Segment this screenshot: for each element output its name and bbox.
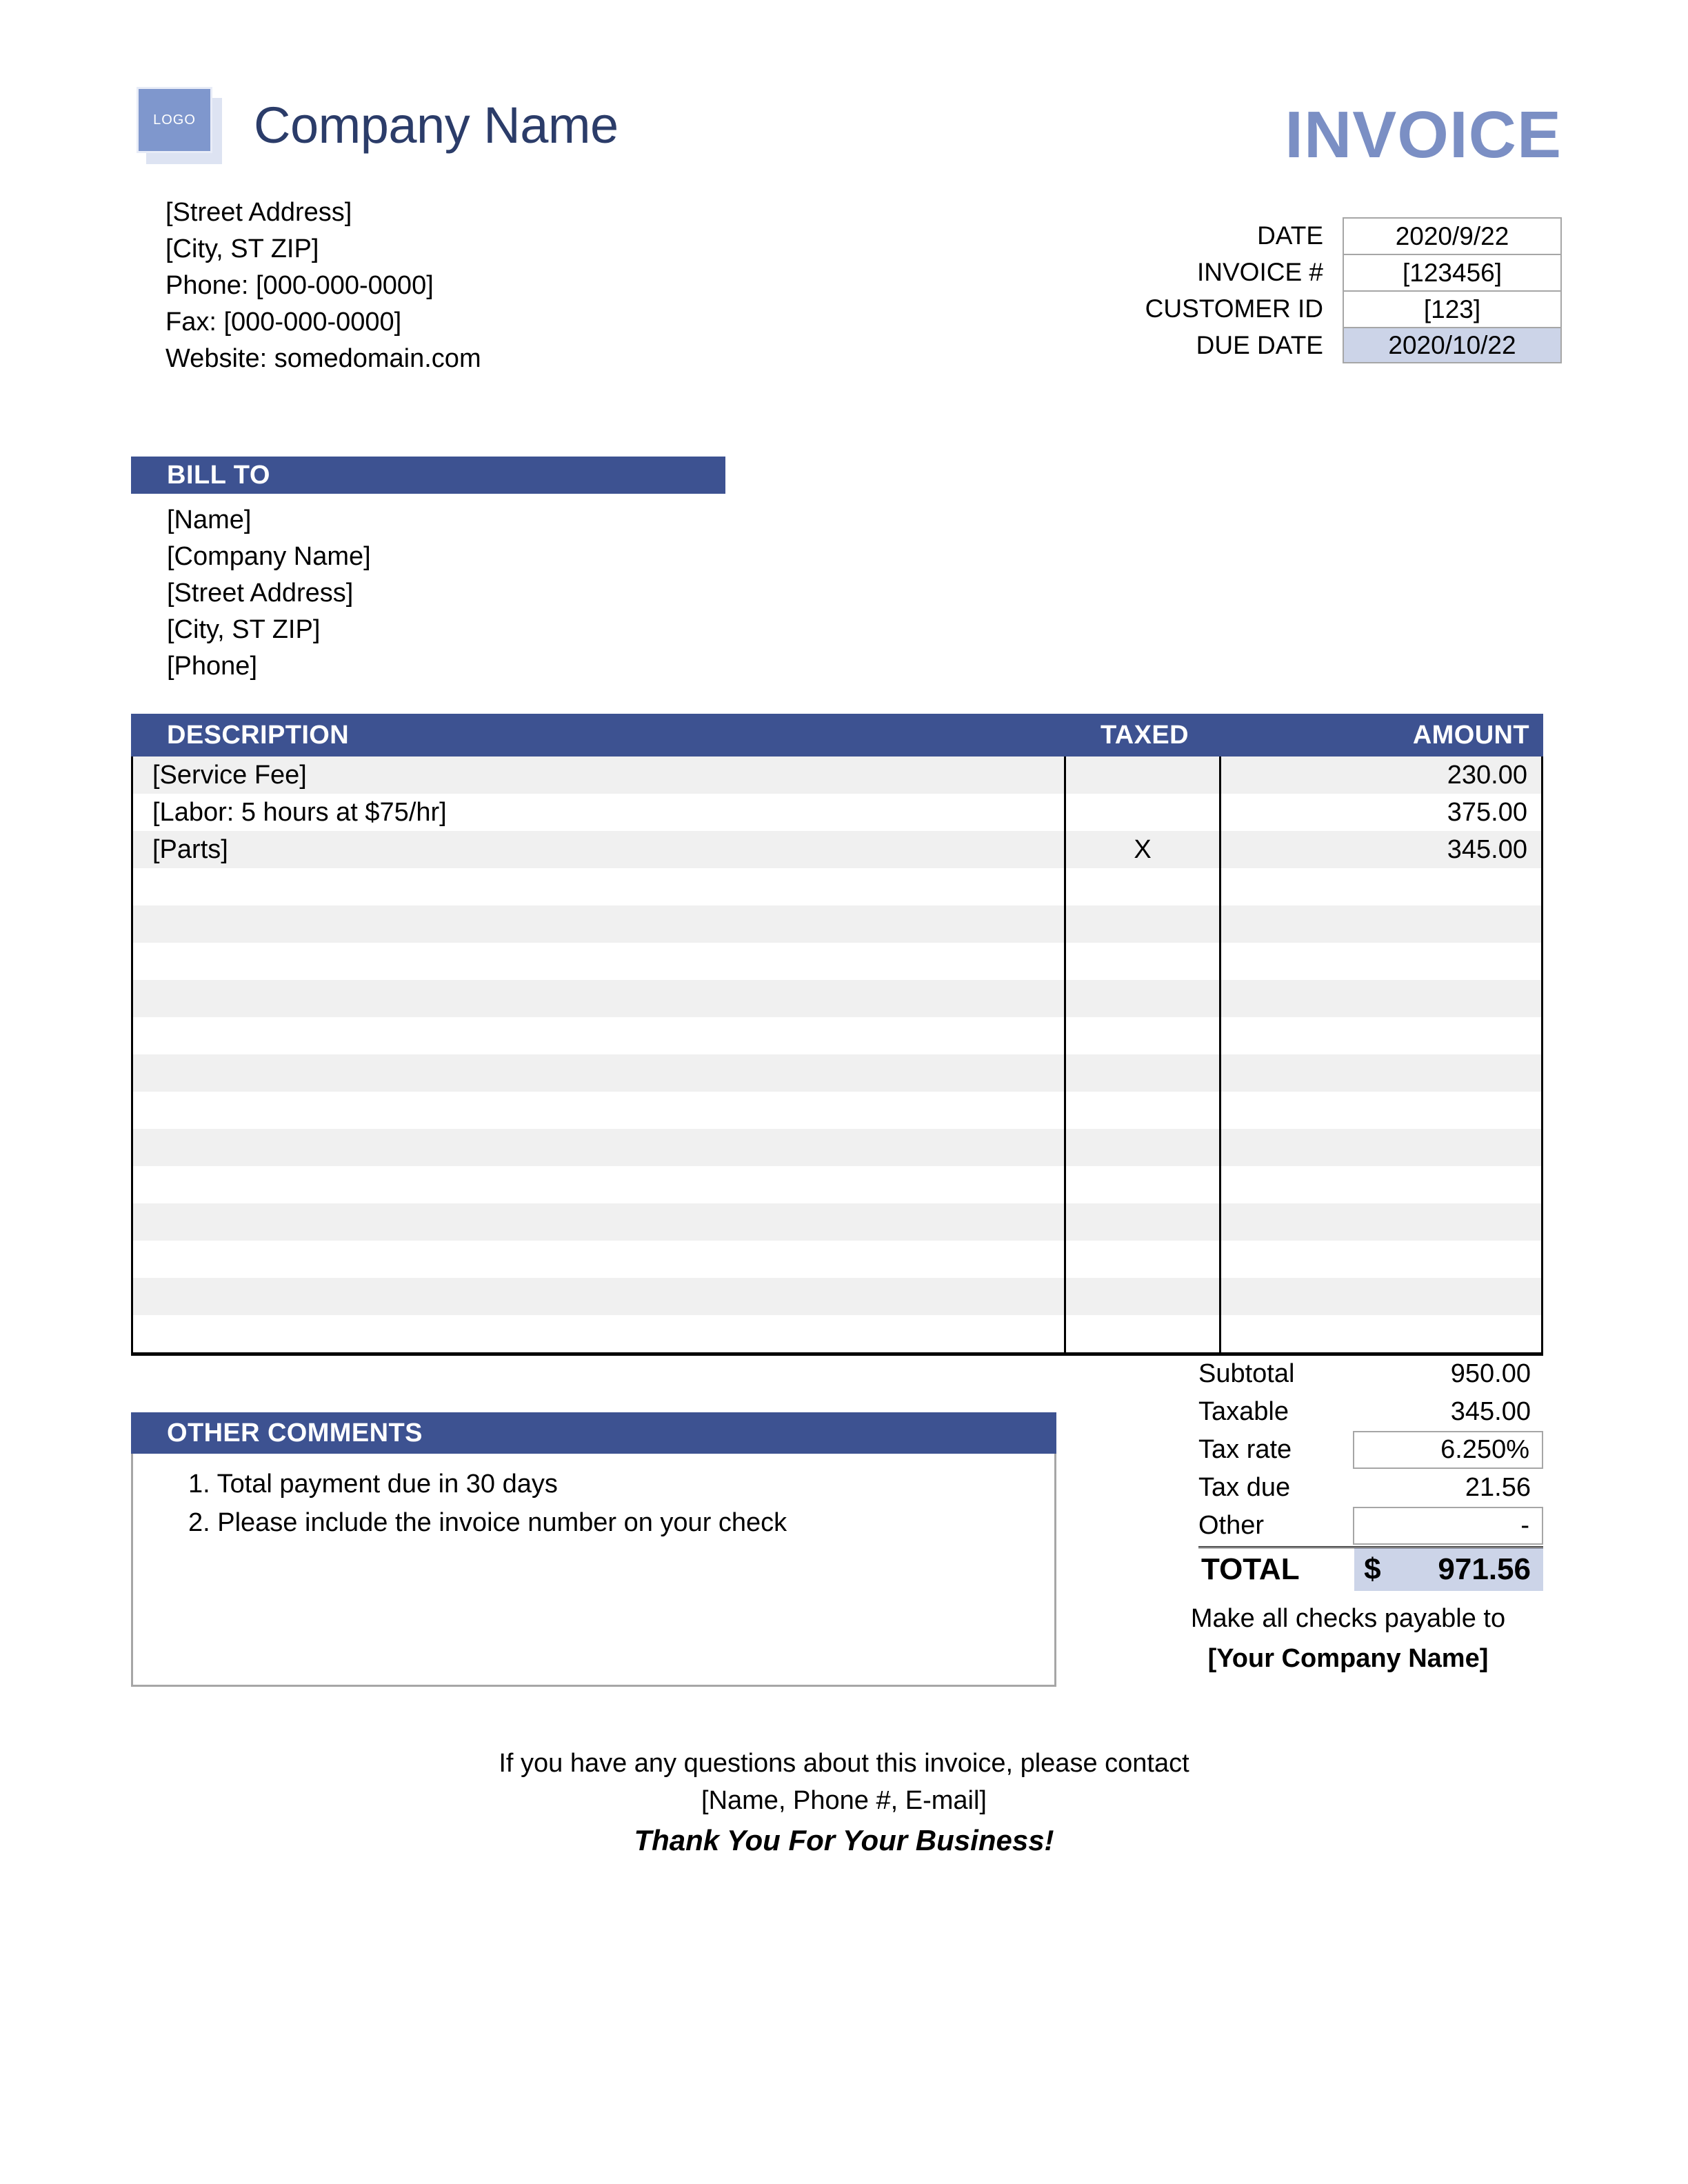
cell-amount: 230.00 bbox=[1447, 760, 1527, 790]
totals-label-tax-due: Tax due bbox=[1198, 1473, 1291, 1502]
cell-amount bbox=[1221, 905, 1541, 943]
table-row[interactable] bbox=[133, 980, 1541, 1017]
table-row[interactable] bbox=[133, 1315, 1541, 1352]
cell-amount bbox=[1221, 1241, 1541, 1278]
payable-block bbox=[1138, 1599, 1558, 1679]
company-city-state-zip: [City, ST ZIP] bbox=[165, 234, 319, 263]
bill-to-city-state-zip: [City, ST ZIP] bbox=[167, 615, 321, 644]
meta-row-customer-id bbox=[1096, 290, 1562, 327]
footer-contact-prompt: If you have any questions about this invoice, please contact bbox=[499, 1749, 1189, 1778]
logo-label: LOGO bbox=[153, 112, 196, 128]
meta-label-due-date: DUE DATE bbox=[1196, 330, 1323, 359]
cell-amount bbox=[1221, 1129, 1541, 1166]
meta-row-date bbox=[1096, 217, 1562, 254]
payable-instruction: Make all checks payable to bbox=[1190, 1604, 1506, 1633]
company-fax: Fax: [000-000-0000] bbox=[165, 308, 402, 337]
brand-row bbox=[131, 83, 619, 168]
bill-to-street: [Street Address] bbox=[167, 579, 354, 608]
cell-amount bbox=[1221, 1278, 1541, 1315]
cell-amount bbox=[1221, 1017, 1541, 1054]
totals-value-taxable: 345.00 bbox=[1450, 1397, 1531, 1426]
meta-label-invoice-number: INVOICE # bbox=[1197, 257, 1323, 286]
totals-value-subtotal: 950.00 bbox=[1450, 1359, 1531, 1388]
footer-thank-you: Thank You For Your Business! bbox=[634, 1824, 1054, 1856]
invoice-title: INVOICE bbox=[1285, 98, 1562, 172]
company-contact-block bbox=[165, 194, 481, 377]
cell-taxed bbox=[1066, 943, 1221, 980]
totals-currency-symbol: $ bbox=[1364, 1552, 1381, 1586]
table-row[interactable] bbox=[133, 1203, 1541, 1241]
cell-amount bbox=[1221, 943, 1541, 980]
other-comments-header: OTHER COMMENTS bbox=[131, 1412, 1056, 1454]
meta-row-due-date bbox=[1096, 327, 1562, 363]
meta-label-customer-id: CUSTOMER ID bbox=[1145, 294, 1323, 323]
cell-description bbox=[133, 1092, 1066, 1129]
totals-row-taxable bbox=[1198, 1393, 1543, 1431]
table-row[interactable] bbox=[133, 1054, 1541, 1092]
totals-value-tax-due: 21.56 bbox=[1465, 1473, 1531, 1502]
cell-taxed bbox=[1066, 757, 1221, 794]
cell-taxed bbox=[1066, 794, 1221, 831]
meta-value-invoice-number[interactable]: [123456] bbox=[1343, 254, 1562, 290]
cell-taxed bbox=[1066, 1203, 1221, 1241]
bill-to-name: [Name] bbox=[167, 505, 252, 534]
cell-description: [Parts] bbox=[133, 831, 1066, 868]
column-header-taxed: TAXED bbox=[1101, 720, 1189, 750]
table-row[interactable] bbox=[133, 905, 1541, 943]
table-row[interactable] bbox=[133, 943, 1541, 980]
cell-taxed bbox=[1066, 1241, 1221, 1278]
cell-description bbox=[133, 1054, 1066, 1092]
totals-row-other bbox=[1198, 1507, 1543, 1545]
cell-taxed bbox=[1066, 1129, 1221, 1166]
table-row[interactable] bbox=[133, 1017, 1541, 1054]
cell-taxed bbox=[1066, 905, 1221, 943]
totals-row-grand-total bbox=[1198, 1546, 1543, 1591]
table-row[interactable] bbox=[133, 757, 1541, 794]
cell-amount bbox=[1221, 1092, 1541, 1129]
cell-amount: 345.00 bbox=[1447, 834, 1527, 864]
invoice-footer bbox=[0, 1745, 1688, 1861]
meta-label-date: DATE bbox=[1257, 221, 1323, 250]
totals-value-grand-total: 971.56 bbox=[1438, 1552, 1531, 1586]
cell-taxed bbox=[1066, 1315, 1221, 1352]
cell-description bbox=[133, 905, 1066, 943]
company-name: Company Name bbox=[254, 97, 619, 154]
bill-to-block bbox=[167, 502, 371, 685]
meta-value-customer-id[interactable]: [123] bbox=[1343, 290, 1562, 327]
invoice-meta-table bbox=[1096, 217, 1562, 363]
invoice-header bbox=[131, 83, 1562, 372]
totals-input-tax-rate[interactable]: 6.250% bbox=[1353, 1431, 1543, 1469]
table-row[interactable] bbox=[133, 1241, 1541, 1278]
totals-grand-amount-cell bbox=[1354, 1548, 1543, 1591]
cell-description bbox=[133, 1278, 1066, 1315]
cell-description: [Service Fee] bbox=[133, 757, 1066, 794]
totals-label-subtotal: Subtotal bbox=[1198, 1359, 1295, 1388]
table-row[interactable] bbox=[133, 868, 1541, 905]
cell-description bbox=[133, 1203, 1066, 1241]
table-row[interactable] bbox=[133, 1092, 1541, 1129]
totals-label-other: Other bbox=[1198, 1511, 1265, 1540]
cell-amount bbox=[1221, 1166, 1541, 1203]
company-website: Website: somedomain.com bbox=[165, 344, 481, 373]
payable-company-name: [Your Company Name] bbox=[1207, 1644, 1489, 1673]
totals-row-tax-due bbox=[1198, 1469, 1543, 1507]
cell-amount bbox=[1221, 1203, 1541, 1241]
cell-description bbox=[133, 1241, 1066, 1278]
other-comments-box[interactable] bbox=[131, 1454, 1056, 1687]
cell-description bbox=[133, 943, 1066, 980]
cell-taxed bbox=[1066, 1017, 1221, 1054]
cell-description: [Labor: 5 hours at $75/hr] bbox=[133, 794, 1066, 831]
totals-block bbox=[1198, 1355, 1543, 1591]
cell-description bbox=[133, 1315, 1066, 1352]
cell-taxed bbox=[1066, 1092, 1221, 1129]
cell-description bbox=[133, 1129, 1066, 1166]
cell-amount bbox=[1221, 868, 1541, 905]
cell-amount bbox=[1221, 1315, 1541, 1352]
company-logo-icon bbox=[131, 83, 228, 168]
cell-taxed bbox=[1066, 1054, 1221, 1092]
cell-taxed bbox=[1066, 1166, 1221, 1203]
totals-row-subtotal bbox=[1198, 1355, 1543, 1393]
line-items-table bbox=[131, 714, 1543, 1356]
cell-taxed bbox=[1066, 980, 1221, 1017]
table-row[interactable] bbox=[133, 794, 1541, 831]
cell-amount: 375.00 bbox=[1447, 797, 1527, 827]
cell-amount bbox=[1221, 980, 1541, 1017]
line-items-body bbox=[131, 757, 1543, 1356]
comment-line-1: 1. Total payment due in 30 days bbox=[188, 1470, 558, 1499]
cell-taxed bbox=[1066, 1278, 1221, 1315]
totals-label-tax-rate: Tax rate bbox=[1198, 1435, 1292, 1464]
totals-label-taxable: Taxable bbox=[1198, 1397, 1289, 1426]
table-row[interactable] bbox=[133, 1166, 1541, 1203]
meta-row-invoice-number bbox=[1096, 254, 1562, 290]
company-street: [Street Address] bbox=[165, 198, 352, 227]
cell-description bbox=[133, 980, 1066, 1017]
cell-description bbox=[133, 868, 1066, 905]
cell-taxed: X bbox=[1066, 831, 1221, 868]
company-phone: Phone: [000-000-0000] bbox=[165, 271, 434, 300]
bill-to-company: [Company Name] bbox=[167, 542, 371, 571]
totals-label-grand-total: TOTAL bbox=[1201, 1552, 1300, 1586]
logo-main-shape bbox=[137, 87, 212, 153]
column-header-description: DESCRIPTION bbox=[167, 720, 350, 750]
totals-input-other[interactable]: - bbox=[1353, 1507, 1543, 1545]
table-row[interactable] bbox=[133, 1278, 1541, 1315]
cell-description bbox=[133, 1166, 1066, 1203]
bill-to-phone: [Phone] bbox=[167, 652, 257, 681]
table-row[interactable] bbox=[133, 1129, 1541, 1166]
cell-description bbox=[133, 1017, 1066, 1054]
meta-value-due-date[interactable]: 2020/10/22 bbox=[1343, 327, 1562, 363]
line-items-header-row bbox=[131, 714, 1543, 757]
cell-taxed bbox=[1066, 868, 1221, 905]
bill-to-header: BILL TO bbox=[131, 457, 725, 494]
column-header-amount: AMOUNT bbox=[1412, 720, 1529, 750]
comment-line-2: 2. Please include the invoice number on your check bbox=[188, 1508, 787, 1537]
meta-value-date[interactable]: 2020/9/22 bbox=[1343, 217, 1562, 254]
totals-row-tax-rate bbox=[1198, 1431, 1543, 1469]
table-row[interactable] bbox=[133, 831, 1541, 868]
cell-amount bbox=[1221, 1054, 1541, 1092]
footer-contact-details: [Name, Phone #, E-mail] bbox=[701, 1786, 987, 1815]
